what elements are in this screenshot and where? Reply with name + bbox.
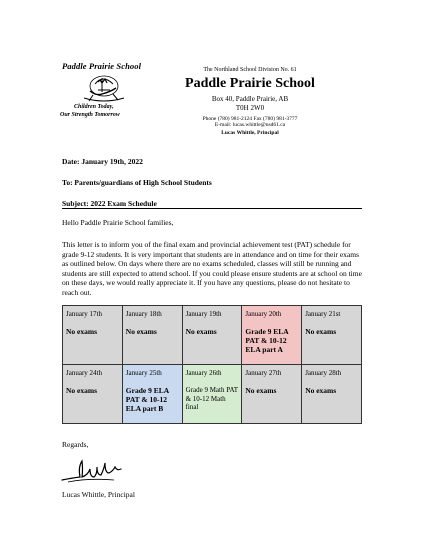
cell-event: No exams — [66, 327, 98, 337]
address-line-1: Box 40, Paddle Prairie, AB — [211, 95, 289, 103]
table-row — [63, 306, 362, 365]
schedule-cell — [242, 365, 302, 424]
greeting: Hello Paddle Prairie School families, — [62, 218, 174, 227]
cell-day: January 26th — [185, 369, 222, 377]
cell-day: January 24th — [66, 369, 102, 377]
cell-event: No exams — [245, 386, 277, 396]
cell-day: January 18th — [125, 310, 162, 318]
letter-recipient: To: Parents/guardians of High School Students — [62, 178, 212, 187]
schedule-cell — [182, 365, 242, 424]
address-line-2: T0H 2W0 — [235, 104, 265, 112]
cell-day: January 25th — [125, 369, 162, 377]
phone-fax: Phone (780) 981-2124 Fax (780) 981-3777 — [202, 116, 298, 122]
cell-event: Grade 9 ELA PAT & 10-12 ELA part B — [125, 386, 169, 414]
exam-schedule-table — [62, 305, 362, 424]
letter-body: This letter is to inform you of the final exam and provincial achievement test (PAT) schedule for grade 9-12 students. It is very important that students are in attendance and on time for their exams as outlined below. On days where there are no exams scheduled, classes will still be running and students are still expected to attend school. If you could please ensure students are at school on time on these days, we would really appreciate it. If you have any questions, please do not hesitate to reach out. — [62, 240, 362, 297]
schedule-cell — [63, 306, 123, 365]
schedule-cell — [182, 306, 242, 365]
cell-event: No exams — [185, 327, 217, 337]
cell-event: Grade 9 ELA PAT & 10-12 ELA part A — [245, 327, 289, 355]
schedule-cell — [302, 365, 362, 424]
letter-subject: Subject: 2022 Exam Schedule — [62, 199, 157, 208]
cell-event: No exams — [305, 386, 337, 396]
cell-day: January 21st — [305, 310, 341, 318]
cell-event: No exams — [66, 386, 98, 396]
letter-date: Date: January 19th, 2022 — [62, 157, 143, 166]
logo-tagline-1: Children Today, — [74, 104, 114, 110]
logo-name: Paddle Prairie School — [62, 61, 142, 71]
schedule-cell — [302, 306, 362, 365]
cell-day: January 19th — [185, 310, 222, 318]
schedule-cell — [63, 365, 123, 424]
subject-underline — [62, 208, 362, 209]
cell-day: January 28th — [305, 369, 342, 377]
cell-day: January 17th — [66, 310, 102, 318]
signature-icon — [58, 456, 128, 488]
schedule-cell — [122, 365, 182, 424]
logo-tagline-2: Our Strength Tomorrow — [60, 112, 120, 118]
cell-event: Grade 9 Math PAT & 10-12 Math final — [185, 386, 238, 412]
signer-name: Lucas Whittle, Principal — [62, 490, 135, 499]
schedule-cell — [122, 306, 182, 365]
email: E-mail: lucas.whittle@nsd61.ca — [214, 122, 286, 128]
principal-header: Lucas Whittle, Principal — [221, 130, 279, 136]
cell-day: January 27th — [245, 369, 282, 377]
schedule-cell — [242, 306, 302, 365]
cell-event: No exams — [305, 327, 337, 337]
division-name: The Northland School Division No. 61 — [203, 67, 297, 73]
table-row — [63, 365, 362, 424]
cell-day: January 20th — [245, 310, 282, 318]
cell-event: No exams — [125, 327, 157, 337]
school-name: Paddle Prairie School — [185, 76, 315, 91]
closing: Regards, — [62, 440, 89, 449]
